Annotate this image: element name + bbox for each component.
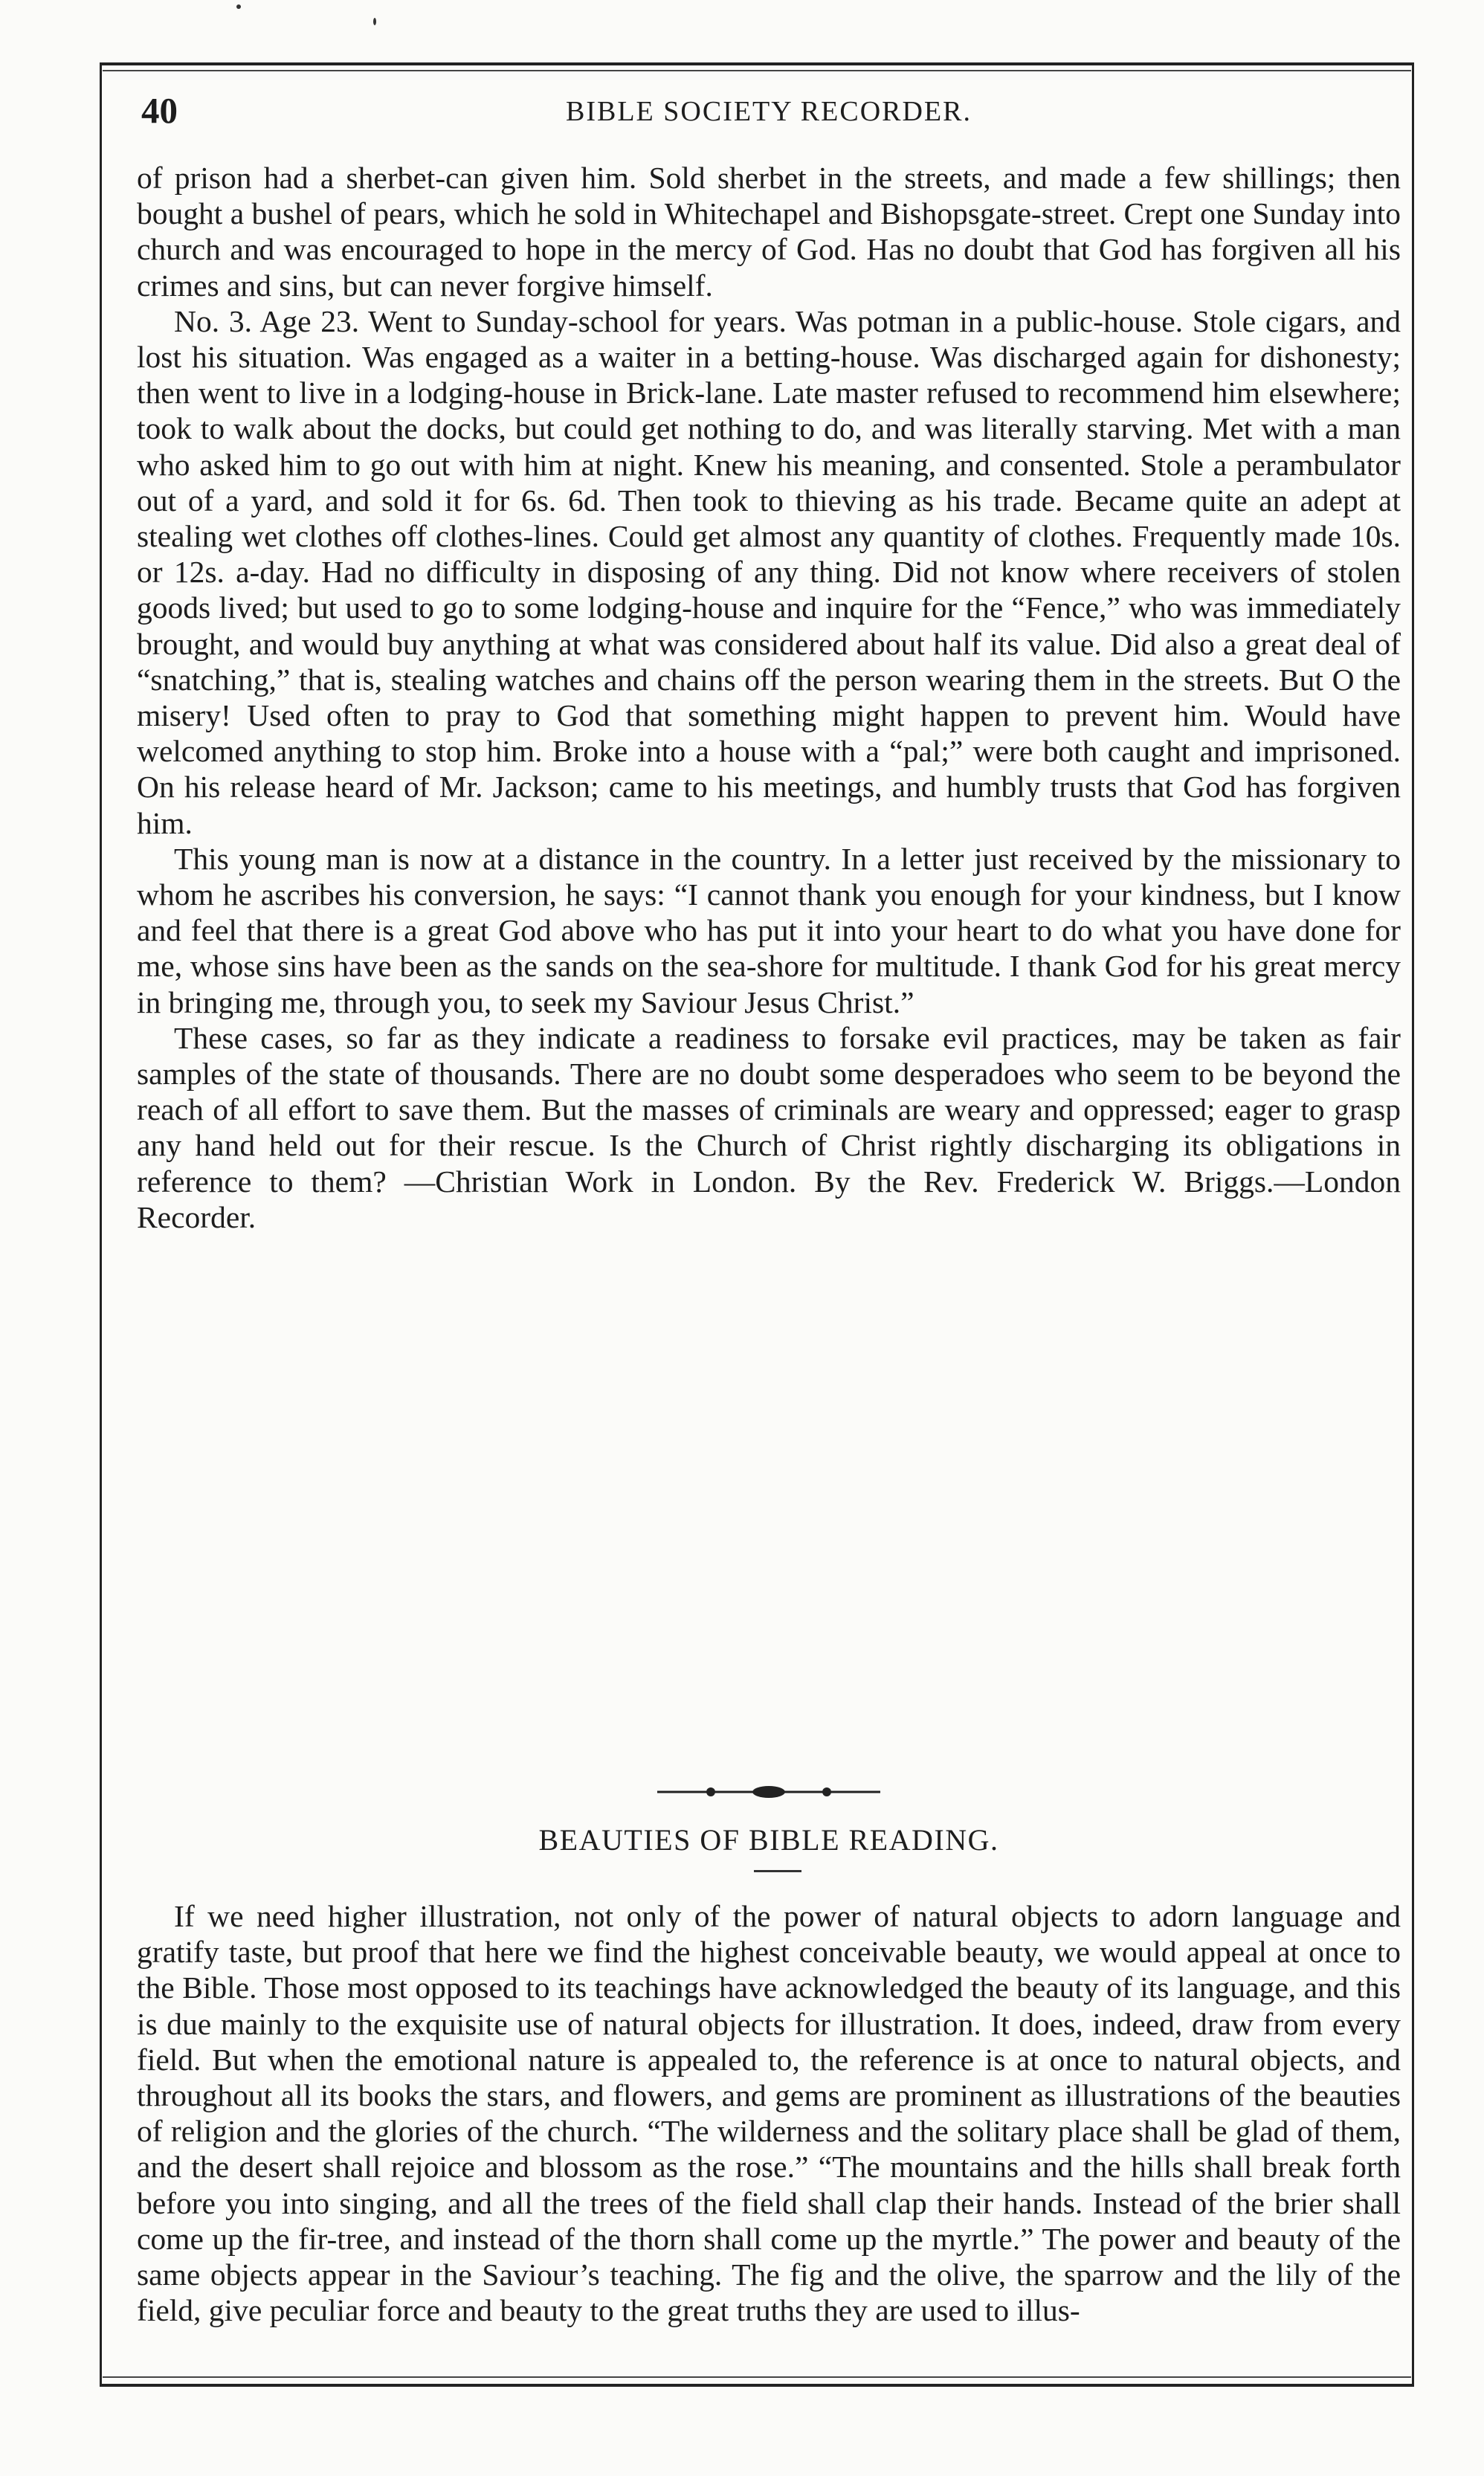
section-title: BEAUTIES OF BIBLE READING. [538, 1823, 999, 1857]
article-paragraph: This young man is now at a distance in the country. In a letter just received by the missionary to whom he ascribes his conversion, he says: “I cannot thank you enough for your kindness, but I know and feel that there is a great God above who has put it into your heart to do what you have done for me, whose sins have been as the sands on the sea-shore for multitude. I thank God for his great mercy in bringing me, through you, to seek my Saviour Jesus Christ.” [137, 841, 1401, 1019]
section-ornament [137, 1781, 1401, 1803]
page-header [137, 88, 1401, 140]
article-paragraph: of prison had a sherbet-can given him. Sold sherbet in the streets, and made a few shillings; then bought a bushel of pears, which he sold in Whitechapel and Bishopsgate-street. Crept one Sunday into church and was encouraged to hope in the mercy of God. Has no doubt that God has forgiven all his crimes and sins, but can never forgive himself. [137, 161, 1401, 303]
article-paragraph: These cases, so far as they indicate a readiness to forsake evil practices, may be taken as fair samples of the state of thousands. There are no doubt some desperadoes who seem to be beyond the reach of all effort to save them. But the masses of criminals are weary and oppressed; eager to grasp any hand held out for their rescue. Is the Church of Christ rightly discharging its obligations in reference to them? —Christian Work in London. By the Rev. Frederick W. Briggs.—London Recorder. [137, 1020, 1401, 1234]
section-paragraph: If we need higher illustration, not only of the power of natural objects to adorn language and gratify taste, but proof that here we find the highest conceivable beauty, we would appeal at once to the Bible. Those most opposed to its teachings have acknowledged the beauty of its language, and this is due mainly to the exquisite use of natural objects for illustration. It does, indeed, draw from every field. But when the emotional nature is appealed to, the reference is at once to natural objects, and throughout all its books the stars, and flowers, and gems are prominent as illustrations of the beauties of religion and the glories of the church. “The wilderness and the solitary place shall be glad of them, and the desert shall rejoice and blossom as the rose.” “The mountains and the hills shall break forth before you into singing, and all the trees of the field shall clap their hands. Instead of the brier shall come up the fir-tree, and instead of the thorn shall come up the myrtle.” The power and beauty of the same objects appear in the Saviour’s teaching. The fig and the olive, the sparrow and the lily of the field, give peculiar force and beauty to the great truths they are used to illus- [137, 1899, 1401, 2328]
text-column [137, 160, 1401, 2328]
page-number: 40 [141, 90, 178, 131]
scan-speck [373, 18, 376, 25]
running-head: BIBLE SOCIETY RECORDER. [566, 96, 972, 127]
section-body [137, 1898, 1401, 2328]
header-rule [103, 70, 1411, 71]
article-paragraph: No. 3. Age 23. Went to Sunday-school for years. Was potman in a public-house. Stole cigars, and lost his situation. Was engaged as a waiter in a betting-house. Was discharged again for dishonesty; then went to live in a lodging-house in Brick-lane. Late master refused to recommend him elsewhere; took to walk about the docks, but could get nothing to do, and was literally starving. Met with a man who asked him to go out with him at night. Knew his meaning, and consented. Stole a perambulator out of a yard, and sold it for 6s. 6d. Then took to thieving as his trade. Became quite an adept at stealing wet clothes off clothes-lines. Could get almost any quantity of clothes. Frequently made 10s. or 12s. a-day. Had no difficulty in disposing of any thing. Did not know where receivers of stolen goods lived; but used to go to some lodging-house and inquire for the “Fence,” who was immediately brought, and would buy anything at what was considered about half its value. Did also a great deal of “snatching,” that is, stealing watches and chains off the person wearing them in the streets. But O the misery! Used often to pray to God that something might happen to prevent him. Would have welcomed anything to stop him. Broke into a house with a “pal;” were both caught and imprisoned. On his release heard of Mr. Jackson; came to his meetings, and humbly trusts that God has forgiven him. [137, 303, 1401, 840]
scan-speck [236, 4, 241, 9]
footer-rule [103, 2376, 1411, 2378]
title-rule [754, 1870, 801, 1872]
